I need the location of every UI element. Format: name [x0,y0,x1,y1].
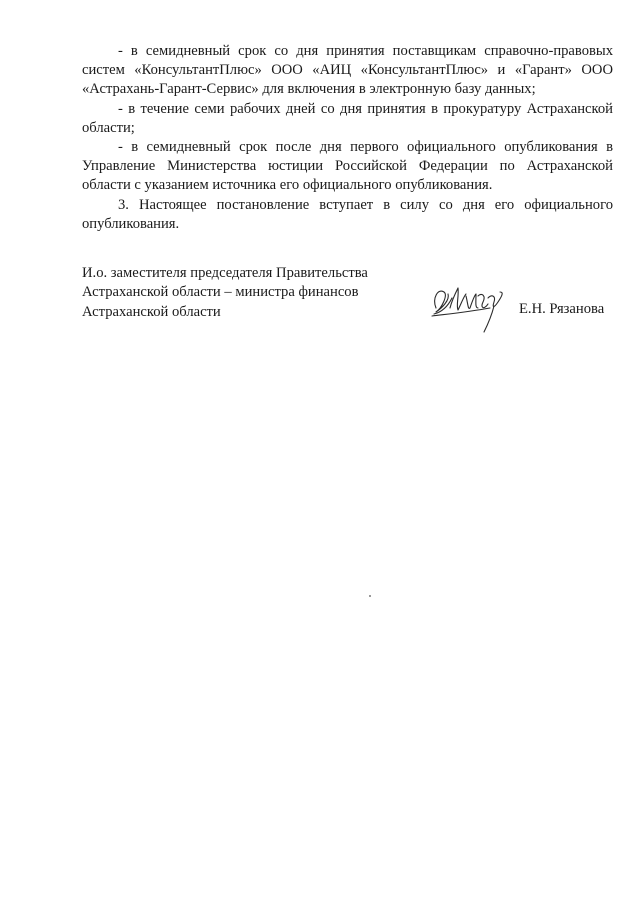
paragraph-ministry-of-justice: - в семидневный срок после дня первого официального опубликования в Управление Министерства юстиции Российской Федерации по Астраханской области с указанием источника его официального опубликования. [82,139,613,194]
paragraph-publication-legal-systems: - в семидневный срок со дня принятия поставщикам справочно-правовых систем «КонсультантПлюс» ООО «АИЦ «КонсультантПлюс» и «Гарант» ООО «Астрахань-Гарант-Сервис» для включения в электронную базу данных; [82,43,613,98]
handwritten-signature [428,278,518,336]
signatory-title-line: Астраханской области [82,303,221,320]
document-body [82,42,613,234]
signatory-title-line: Астраханской области – министра финансов [82,284,359,301]
signatory-title [82,264,382,322]
paragraph-effective-date: 3. Настоящее постановление вступает в силу со дня его официального опубликования. [82,196,613,232]
signatory-name: Е.Н. Рязанова [519,301,605,317]
scan-speck [369,595,371,597]
paragraph-prosecutor-office: - в течение семи рабочих дней со дня принятия в прокуратуру Астраханской области; [82,100,613,136]
signatory-title-line: И.о. заместителя председателя Правительства [82,265,368,281]
